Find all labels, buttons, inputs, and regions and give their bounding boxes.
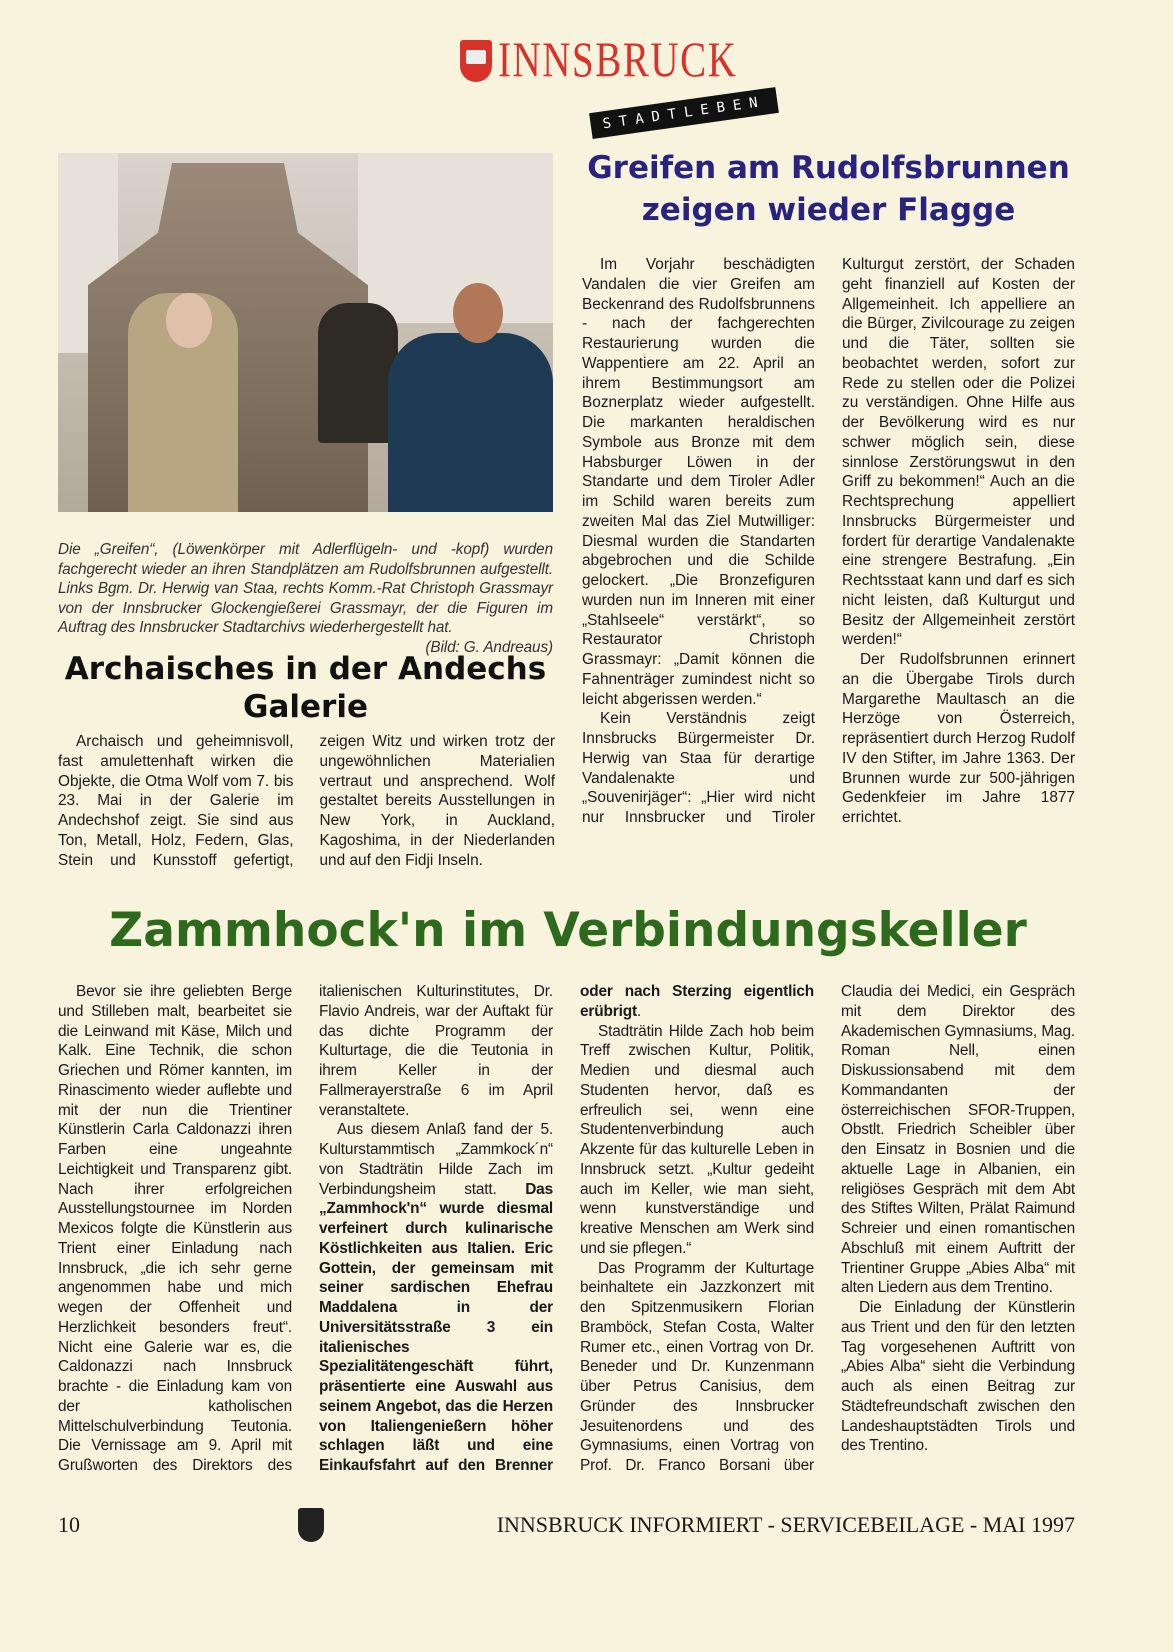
paragraph: Bevor sie ihre geliebten Berge und Stilleben malt, bearbeitet sie die Leinwand mit Käse, Milch und Kalk. Eine Technik, die schon Griechen und Römer kannten, im Rinascimento wieder auflebte und mit der nun die Trientiner Künstlerin Carla Caldonazzi ihren Farben eine ungeahnte Leichtigkeit und Transparenz gibt. Nach ihrer erfolgreichen Ausstellungstournee im Norden Mexicos folgte die Künstlerin aus Trient einer Einladung nach Innsbruck, „die ich sehr gerne angenommen habe und mich wegen der Offenheit und Herzlichkeit besonders freut“. Nicht eine Galerie war es, die Caldonazzi nach Innsbruck brachte - die Einladung kam von der katholischen Mittelschulverbindung Teutonia. Die Vernissage am 9. April mit Grußworten des Direktors des italienischen Kulturinstitutes, Dr. Flavio Andreis, war der Auftakt für das dichte Programm der Kulturtage, die die Teutonia in ihrem Keller in der Fallmerayerstraße 6 im April veranstaltete. — [58, 983, 553, 1474]
crest-icon — [298, 1508, 324, 1542]
andechs-headline: Archaisches in der Andechs Galerie — [64, 651, 547, 725]
zammhockn-article-body — [58, 982, 1075, 1476]
greifen-headline: Greifen am Rudolfsbrunnen zeigen wieder Flagge — [587, 150, 1070, 228]
paragraph: Die Einladung der Künstlerin aus Trient und den für den letzten Tag vorgesehenen Auftritt von „Abies Alba“ sieht die Verbindung auch als einen Beitrag zur Städtefreundschaft zwischen den Landeshauptstädten Tirols und des Trentino. — [841, 1299, 1075, 1455]
andechs-article-body — [58, 732, 555, 870]
paragraph: Kein Verständnis zeigt Innsbrucks Bürgermeister Dr. Herwig van Staa für derartige Vandalenakte und „Souvenirjäger“: „Hier wird nicht nur Innsbrucker und Tiroler Kulturgut zerstört, der Schaden geht finanziell auf Kosten der Allgemeinheit. Ich appelliere an die Bürger, Zivilcourage zu zeigen und die Täter, sollten sie beobachtet werden, sofort zur Rede zu stellen oder die Polizei zu verständigen. Ohne Hilfe aus der Bevölkerung wird es nur schwer möglich sein, diese sinnlose Zerstörungswut in den Griff zu bekommen!“ Auch an die Rechtsprechung appelliert Innsbrucks Bürgermeister und fordert für derartige Vandalenakte eine strengere Bestrafung. „Ein Rechtsstaat kann und darf es sich nicht leisten, daß Kulturgut und Besitz der Allgemeinheit zerstört werden!“ — [582, 256, 1075, 826]
page-number: 10 — [58, 1512, 80, 1537]
publication-footer: INNSBRUCK INFORMIERT - SERVICEBEILAGE - MAI 1997 — [496, 1512, 1075, 1537]
photo-credit: (Bild: G. Andreaus) — [425, 638, 553, 656]
paragraph-text: Aus diesem Anlaß fand der 5. Kulturstammtisch „Zammkock´n“ von Stadträtin Hilde Zach im Verbindungsheim statt. — [319, 1121, 553, 1198]
greifen-article-body — [582, 255, 1075, 828]
innsbruck-crest-icon — [460, 40, 492, 82]
article-photo — [58, 153, 553, 512]
paragraph-end: . — [636, 1002, 642, 1020]
paragraph: Der Rudolfsbrunnen erinnert an die Übergabe Tirols durch Margarethe Maultasch an die Herzöge von Österreich, repräsentiert durch Herzog Rudolf IV den Stifter, im Jahre 1363. Der Brunnen wurde zur 500-jährigen Gedenkfeier im Jahre 1877 errichtet. — [842, 651, 1075, 826]
masthead-tag: STADTLEBEN — [589, 87, 779, 139]
masthead-wordmark: INNSBRUCK — [498, 31, 738, 87]
bold-highlight-text: Das „Zammhock'n“ wurde diesmal verfeinert durch kulinarische Köstlichkeiten aus Italien. Eric Gottein, der gemeinsam mit seiner sardischen Ehefrau Maddalena in der Universitätsstraße 3 ein italienisches Spezialitätengeschäft führt, präsentierte eine Auswahl aus seinem Angebot, das die Herzen von Italiengenießern höher schlagen läßt und eine Einkaufsfahrt auf den Brenner oder nach Sterzing eigentlich erübrigt — [319, 983, 814, 1474]
paragraph: Stadträtin Hilde Zach hob beim Treff zwischen Kultur, Politik, Medien und diesmal auch Studenten hervor, daß es erfreulich sei, wenn eine Studentenverbindung auch Akzente für das kulturelle Leben in Innsbruck setzt. „Kultur gedeiht auch im Keller, wie man sieht, wenn kunstverständige und kreative Menschen am Werk sind und sie pflegen.“ — [580, 1022, 814, 1257]
zammhockn-headline: Zammhock'n im Verbindungskeller — [109, 903, 1027, 958]
photo-caption — [58, 540, 553, 658]
masthead-logo — [460, 31, 767, 144]
caption-text: Die „Greifen“, (Löwenkörper mit Adlerflügeln- und -kopf) wurden fachgerecht wieder an ihren Standplätzen am Rudolfsbrunnen aufgestellt. Links Bgm. Dr. Herwig van Staa, rechts Komm.-Rat Christoph Grassmayr von der Innsbrucker Glockengießerei Grassmayr, der die Figuren im Auftrag des Innsbrucker Stadtarchivs wiederhergestellt hat. — [58, 541, 553, 637]
paragraph: Im Vorjahr beschädigten Vandalen die vier Greifen am Beckenrand des Rudolfsbrunnens - nach der fachgerechten Restaurierung wurden die Wappentiere am 22. April an ihrem Bestimmungsort am Boznerplatz wieder aufgestellt. Die markanten heraldischen Symbole aus Bronze mit dem Habsburger Löwen in der Standarte und dem Tiroler Adler im Schild waren bereits zum zweiten Mal das Ziel Mutwilliger: Diesmal wurden die Standarten abgebrochen und die Schilde gelockert. „Die Bronzefiguren wurden nun im Inneren mit einer „Stahlseele“ verstärkt“, so Restaurator Christoph Grassmayr: „Damit können die Fahnenträger zumindest nicht so leicht abgerissen werden.“ — [582, 256, 815, 708]
paragraph: Archaisch und geheimnisvoll, fast amulettenhaft wirken die Objekte, die Otma Wolf vom 7. bis 23. Mai in der Galerie im Andechshof zeigt. Sie sind aus Ton, Metall, Holz, Federn, Glas, Stein und Kunsstoff gefertigt, zeigen Witz und wirken trotz der ungewöhnlichen Materialien vertraut und ansprechend. Wolf gestaltet bereits Ausstellungen in New York, in Auckland, Kagoshima, in der Niederlanden und auf den Fidji Inseln. — [58, 733, 555, 869]
paragraph: Das Programm der Kulturtage beinhaltete ein Jazzkonzert mit den Spitzenmusikern Florian Bramböck, Stefan Costa, Walter Rumer etc., einen Vortrag von Dr. Beneder und Dr. Kunzenmann über Petrus Canisius, dem Gründer des Innsbrucker Jesuitenordens und des Gymnasiums, einen Vortrag von Prof. Dr. Franco Borsani über Claudia dei Medici, ein Gespräch mit dem Direktor des Akademischen Gymnasiums, Mag. Roman Nell, einen Diskussionsabend mit dem Kommandanten der österreichischen SFOR-Truppen, Obstlt. Friedrich Scheibler über den Einsatz in Bosnien und die aktuelle Lage in Albanien, ein religiöses Gespräch mit dem Abt des Stiftes Wilten, Prälat Raimund Schreier und einen romantischen Abschluß mit einem Auftritt der Trientiner Gruppe „Abies Alba“ mit alten Liedern aus dem Trentino. — [580, 983, 1075, 1474]
